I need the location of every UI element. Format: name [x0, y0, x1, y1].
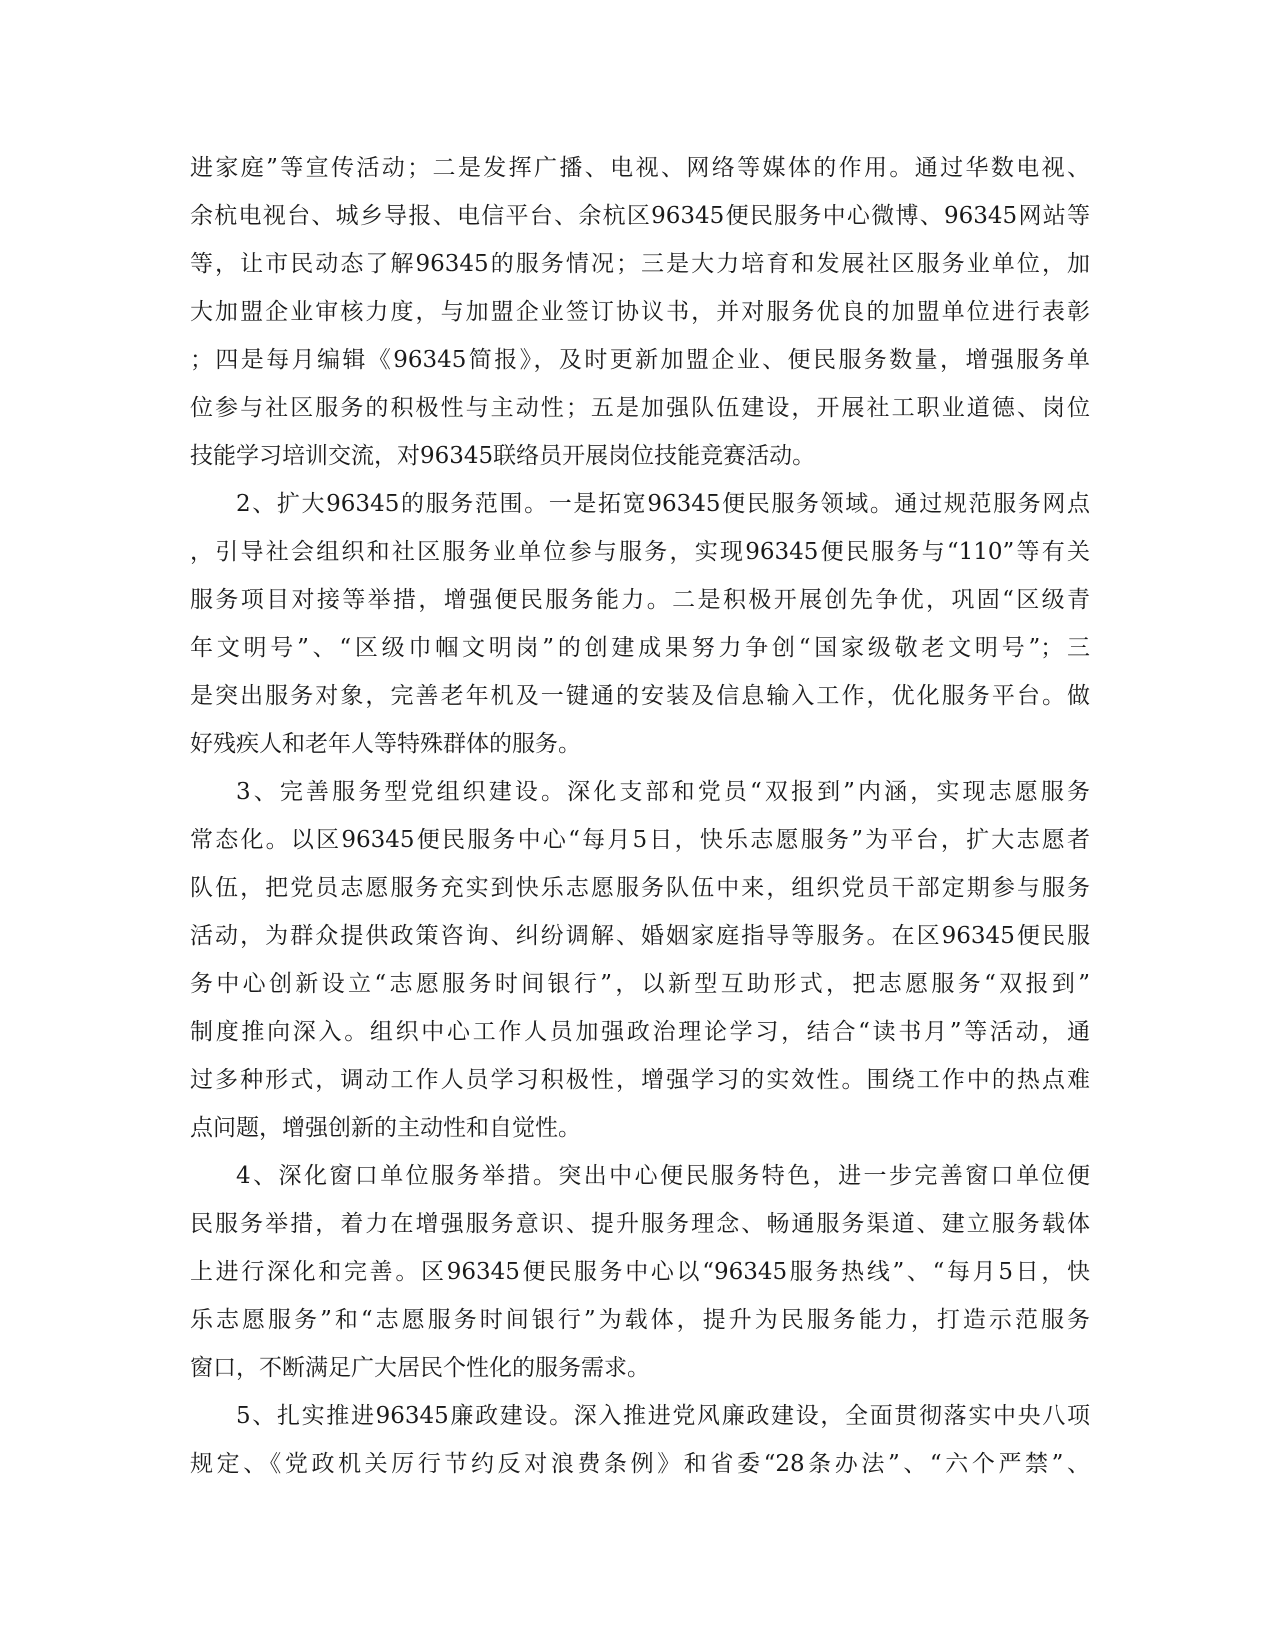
text-line: ，引导社会组织和社区服务业单位参与服务，实现96345便民服务与“110”等有关 — [190, 539, 1090, 565]
text-line: 活动，为群众提供政策咨询、纠纷调解、婚姻家庭指导等服务。在区96345便民服 — [190, 923, 1090, 949]
text-line: 余杭电视台、城乡导报、电信平台、余杭区96345便民服务中心微博、96345网站等 — [190, 203, 1090, 229]
paragraph — [190, 480, 1090, 768]
text-line: 点问题，增强创新的主动性和自觉性。 — [190, 1115, 581, 1141]
text-line: 5、扎实推进96345廉政建设。深入推进党风廉政建设，全面贯彻落实中央八项 — [236, 1403, 1090, 1429]
text-line: 队伍，把党员志愿服务充实到快乐志愿服务队伍中来，组织党员干部定期参与服务 — [190, 875, 1090, 901]
text-line: 规定、《党政机关厉行节约反对浪费条例》和省委“28条办法”、“六个严禁”、 — [190, 1451, 1090, 1477]
text-line: 是突出服务对象，完善老年机及一键通的安装及信息输入工作，优化服务平台。做 — [190, 683, 1090, 709]
text-line: 技能学习培训交流，对96345联络员开展岗位技能竞赛活动。 — [190, 443, 816, 469]
text-line: ；四是每月编辑《96345简报》，及时更新加盟企业、便民服务数量，增强服务单 — [190, 347, 1090, 373]
text-line: 2、扩大96345的服务范围。一是拓宽96345便民服务领域。通过规范服务网点 — [236, 491, 1090, 517]
paragraph — [190, 1392, 1090, 1488]
text-line: 务中心创新设立“志愿服务时间银行”，以新型互助形式，把志愿服务“双报到” — [190, 971, 1090, 997]
paragraph — [190, 144, 1090, 480]
text-line: 3、完善服务型党组织建设。深化支部和党员“双报到”内涵，实现志愿服务 — [236, 779, 1090, 805]
text-line: 民服务举措，着力在增强服务意识、提升服务理念、畅通服务渠道、建立服务载体 — [190, 1211, 1090, 1237]
text-line: 大加盟企业审核力度，与加盟企业签订协议书，并对服务优良的加盟单位进行表彰 — [190, 299, 1090, 325]
paragraph — [190, 1152, 1090, 1392]
text-line: 年文明号”、“区级巾帼文明岗”的创建成果努力争创“国家级敬老文明号”；三 — [190, 635, 1090, 661]
text-line: 过多种形式，调动工作人员学习积极性，增强学习的实效性。围绕工作中的热点难 — [190, 1067, 1090, 1093]
text-line: 制度推向深入。组织中心工作人员加强政治理论学习，结合“读书月”等活动，通 — [190, 1019, 1090, 1045]
text-line: 4、深化窗口单位服务举措。突出中心便民服务特色，进一步完善窗口单位便 — [236, 1163, 1090, 1189]
text-line: 等，让市民动态了解96345的服务情况；三是大力培育和发展社区服务业单位，加 — [190, 251, 1090, 277]
paragraph — [190, 768, 1090, 1152]
text-line: 好残疾人和老年人等特殊群体的服务。 — [190, 731, 581, 757]
text-line: 服务项目对接等举措，增强便民服务能力。二是积极开展创先争优，巩固“区级青 — [190, 587, 1090, 613]
text-line: 乐志愿服务”和“志愿服务时间银行”为载体，提升为民服务能力，打造示范服务 — [190, 1307, 1090, 1333]
text-line: 进家庭”等宣传活动；二是发挥广播、电视、网络等媒体的作用。通过华数电视、 — [190, 155, 1090, 181]
text-line: 上进行深化和完善。区96345便民服务中心以“96345服务热线”、“每月5日，快 — [190, 1259, 1090, 1285]
document-body — [190, 144, 1090, 1488]
text-line: 位参与社区服务的积极性与主动性；五是加强队伍建设，开展社工职业道德、岗位 — [190, 395, 1090, 421]
text-line: 窗口，不断满足广大居民个性化的服务需求。 — [190, 1355, 650, 1381]
text-line: 常态化。以区96345便民服务中心“每月5日，快乐志愿服务”为平台，扩大志愿者 — [190, 827, 1090, 853]
